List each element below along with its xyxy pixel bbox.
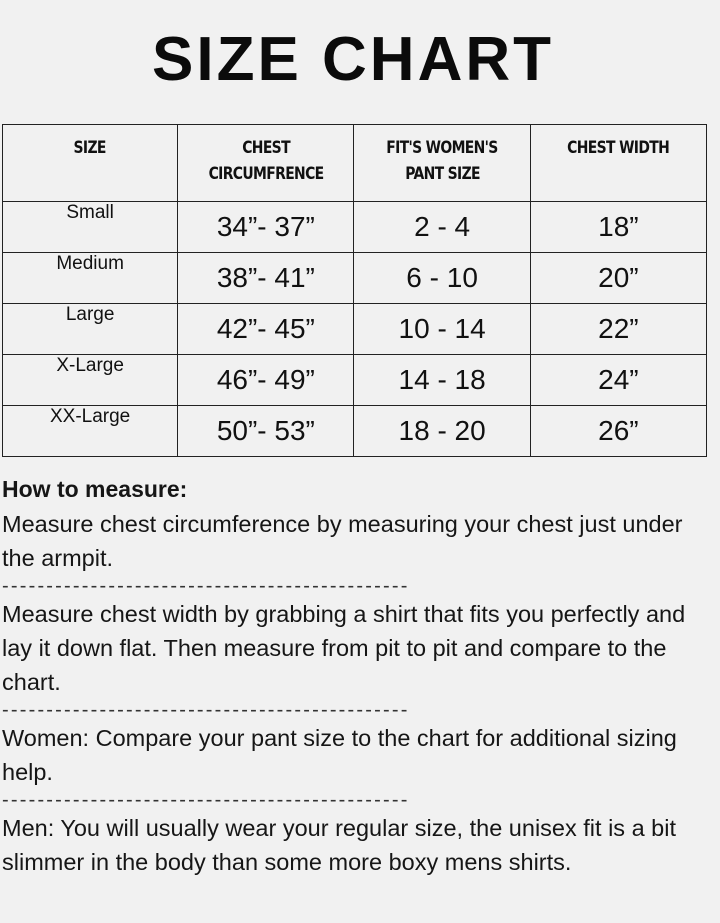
table-row: [3, 202, 707, 253]
table-row: [3, 355, 707, 406]
measure-instructions: [2, 472, 718, 879]
cell-chest: 42”- 45”: [178, 304, 354, 355]
cell-width: 26”: [530, 406, 706, 457]
cell-width: 22”: [530, 304, 706, 355]
instruction-men: Men: You will usually wear your regular size, the unisex fit is a bit slimmer in the body than some more boxy mens shirts.: [2, 815, 676, 875]
cell-pant: 6 - 10: [354, 253, 530, 304]
cell-pant: 10 - 14: [354, 304, 530, 355]
cell-size: Large: [3, 304, 178, 355]
cell-width: 20”: [530, 253, 706, 304]
cell-chest: 38”- 41”: [178, 253, 354, 304]
table-row: [3, 304, 707, 355]
measure-heading: How to measure:: [2, 476, 188, 502]
table-header-row: [3, 125, 707, 202]
cell-size: X-Large: [3, 355, 178, 406]
table-row: [3, 406, 707, 457]
dashed-separator: ----------------------------------------------: [2, 575, 410, 597]
cell-chest: 34”- 37”: [178, 202, 354, 253]
header-size: SIZE: [3, 125, 178, 202]
page-title: SIZE CHART: [152, 25, 554, 94]
cell-chest: 50”- 53”: [178, 406, 354, 457]
table-row: [3, 253, 707, 304]
instruction-chest-width: Measure chest width by grabbing a shirt that fits you perfectly and lay it down flat. Then measure from pit to pit and compare to the chart.: [2, 601, 686, 695]
instruction-chest-circumference: Measure chest circumference by measuring your chest just under the armpit.: [2, 511, 683, 571]
cell-width: 18”: [530, 202, 706, 253]
size-chart-table: [2, 124, 707, 457]
cell-size: Medium: [3, 253, 178, 304]
cell-pant: 2 - 4: [354, 202, 530, 253]
cell-size: Small: [3, 202, 178, 253]
header-pant-size: FIT'S WOMEN'S PANT SIZE: [354, 125, 530, 202]
cell-size: XX-Large: [3, 406, 178, 457]
cell-pant: 18 - 20: [354, 406, 530, 457]
dashed-separator: ----------------------------------------------: [2, 699, 410, 721]
instruction-women: Women: Compare your pant size to the chart for additional sizing help.: [2, 725, 677, 785]
cell-width: 24”: [530, 355, 706, 406]
header-chest-width: CHEST WIDTH: [530, 125, 706, 202]
cell-chest: 46”- 49”: [178, 355, 354, 406]
dashed-separator: ----------------------------------------------: [2, 789, 410, 811]
cell-pant: 14 - 18: [354, 355, 530, 406]
header-chest-circumference: CHEST CIRCUMFRENCE: [178, 125, 354, 202]
